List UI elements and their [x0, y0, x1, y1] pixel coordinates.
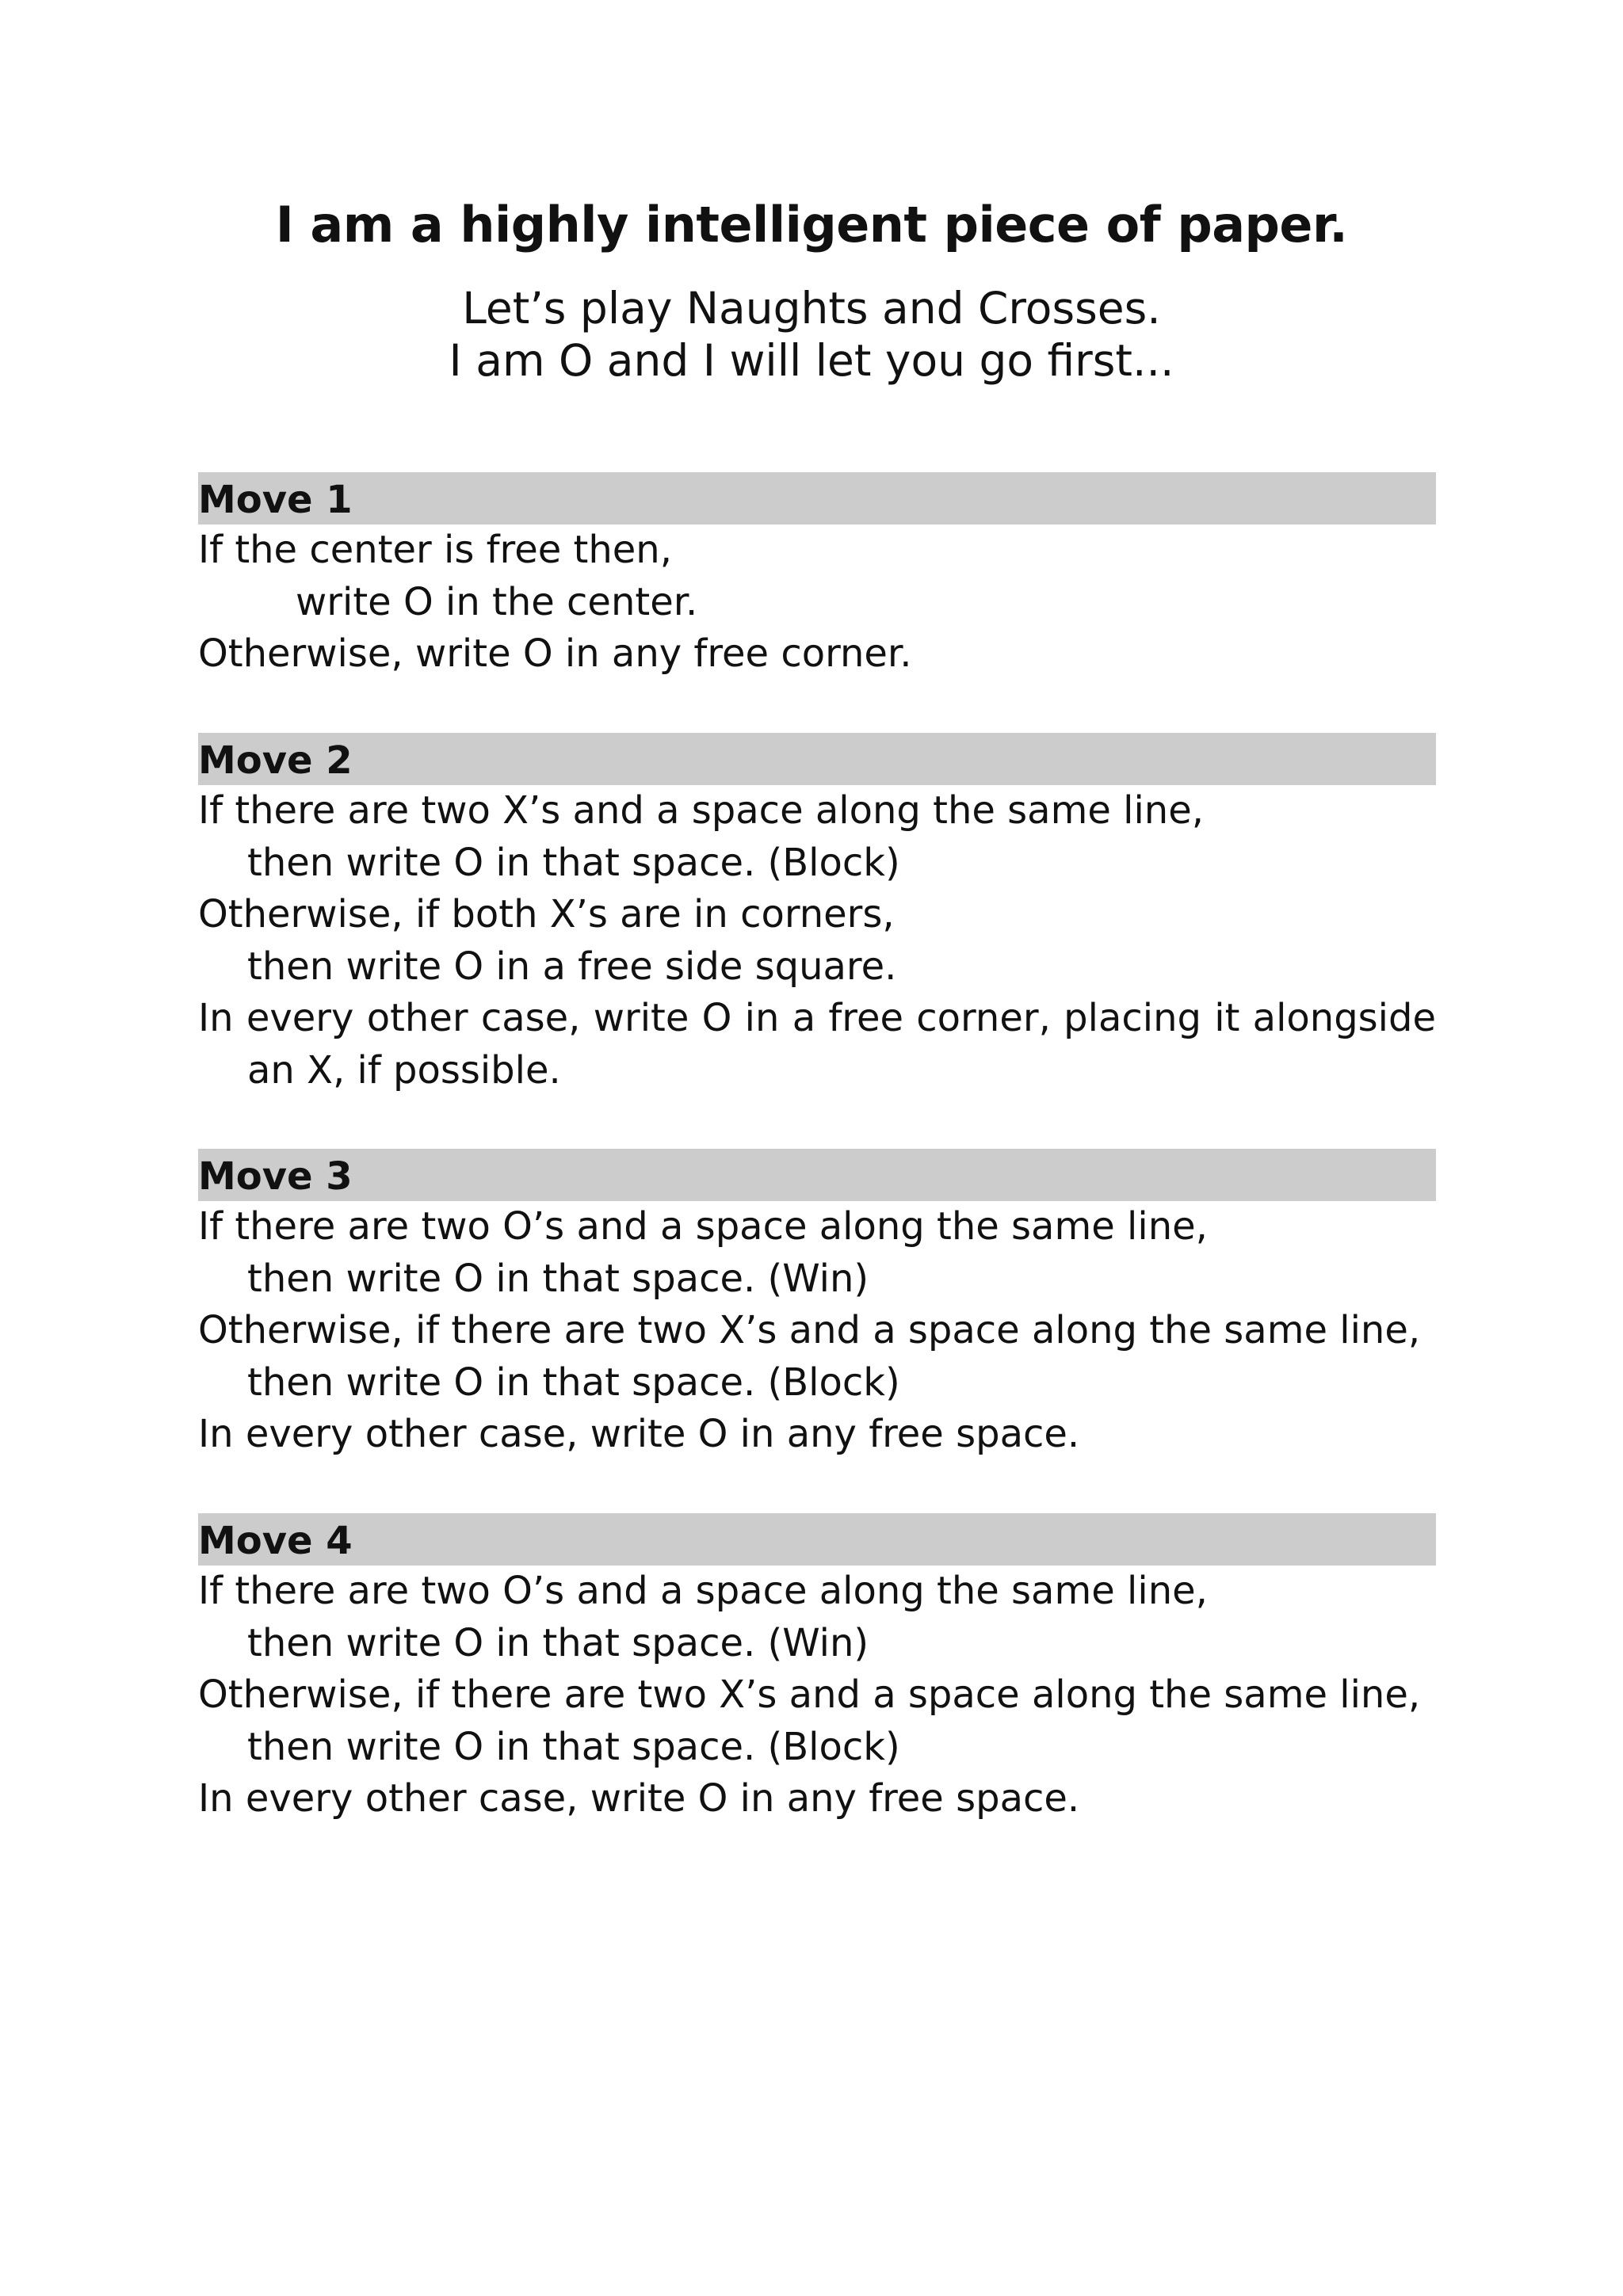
- move-1-section: [198, 472, 1436, 681]
- move-2-rule-line: In every other case, write O in a free corner, placing it alongside: [198, 996, 1436, 1040]
- move-2-rule-line: If there are two X’s and a space along the same line,: [198, 788, 1204, 833]
- page-subtitle: [0, 282, 1623, 387]
- move-2-rule-line: Otherwise, if both X’s are in corners,: [198, 892, 895, 936]
- move-2-rule-line: an X, if possible.: [247, 1047, 561, 1093]
- move-4-rule-line: then write O in that space. (Block): [247, 1724, 900, 1769]
- move-2-rule-line: then write O in a free side square.: [247, 944, 897, 989]
- move-2-rule-line: then write O in that space. (Block): [247, 840, 900, 885]
- move-4-rule-line: then write O in that space. (Win): [247, 1620, 869, 1665]
- move-3-heading: Move 3: [198, 1149, 1436, 1201]
- move-1-rule-line: If the center is free then,: [198, 528, 672, 572]
- page-title: I am a highly intelligent piece of paper.: [275, 196, 1348, 254]
- subtitle-line-1: Let’s play Naughts and Crosses.: [462, 283, 1161, 334]
- move-1-rule-line: Otherwise, write O in any free corner.: [198, 631, 912, 676]
- move-4-section: [198, 1513, 1436, 1825]
- move-3-section: [198, 1149, 1436, 1461]
- move-4-rule-line: If there are two O’s and a space along the same line,: [198, 1569, 1208, 1613]
- move-4-rule-line: In every other case, write O in any free space.: [198, 1776, 1080, 1821]
- move-2-heading: Move 2: [198, 733, 1436, 785]
- move-4-heading: Move 4: [198, 1513, 1436, 1566]
- move-2-section: [198, 733, 1436, 1097]
- move-1-rule-line: write O in the center.: [296, 579, 698, 624]
- move-3-rule-line: Otherwise, if there are two X’s and a space along the same line,: [198, 1308, 1421, 1352]
- move-1-heading: Move 1: [198, 472, 1436, 524]
- subtitle-line-2: I am O and I will let you go first...: [449, 335, 1174, 386]
- move-4-rule-line: Otherwise, if there are two X’s and a space along the same line,: [198, 1672, 1421, 1717]
- move-3-rule-line: In every other case, write O in any free space.: [198, 1412, 1080, 1456]
- move-3-rule-line: then write O in that space. (Block): [247, 1360, 900, 1405]
- move-3-rule-line: If there are two O’s and a space along the same line,: [198, 1204, 1208, 1249]
- move-3-rule-line: then write O in that space. (Win): [247, 1256, 869, 1301]
